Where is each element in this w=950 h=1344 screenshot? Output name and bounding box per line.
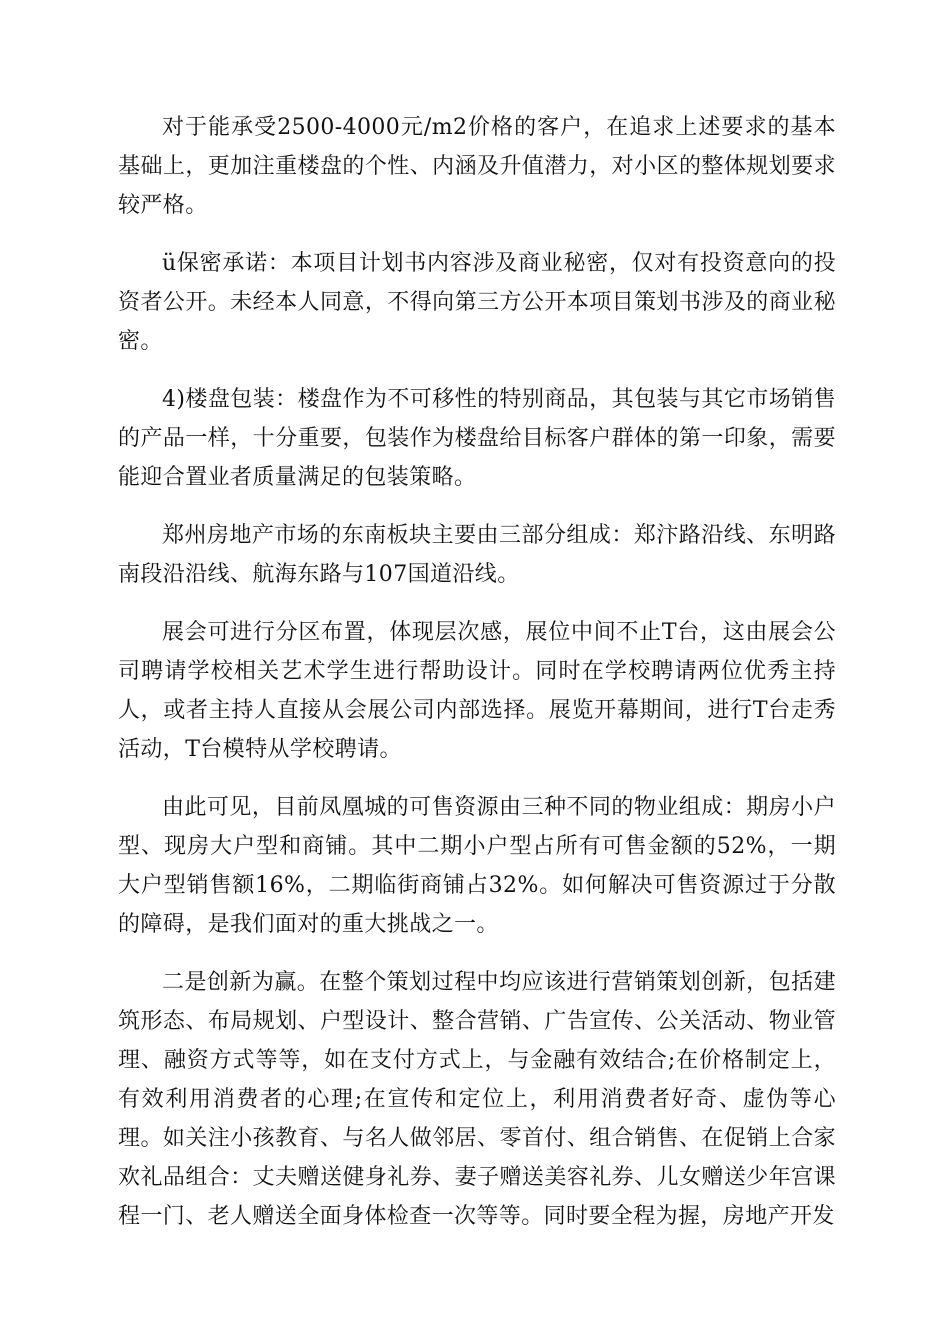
paragraph-7: 二是创新为赢。在整个策划过程中均应该进行营销策划创新，包括建筑形态、布局规划、户型设计、整合营销、广告宣传、公关活动、物业管理、融资方式等等，如在支付方式上，与金融有效结合;在价格制定上，有效利用消费者的心理;在宣传和定位上，利用消费者好奇、虚伪等心理。如关注小孩教育、与名人做邻居、零首付、组合销售、在促销上合家欢礼品组合：丈夫赠送健身礼券、妻子赠送美容礼券、儿女赠送少年宫课程一门、老人赠送全面身体检查一次等等。同时要全程为握，房地产开发: [118, 970, 836, 1229]
paragraph-6: 由此可见，目前凤凰城的可售资源由三种不同的物业组成：期房小户型、现房大户型和商铺。其中二期小户型占所有可售金额的52%，一期大户型销售额16%，二期临街商铺占32%。如何解决可售资源过于分散的障碍，是我们面对的重大挑战之一。: [118, 795, 836, 937]
paragraph-5: 展会可进行分区布置，体现层次感，展位中间不止T台，这由展会公司聘请学校相关艺术学生进行帮助设计。同时在学校聘请两位优秀主持人，或者主持人直接从会展公司内部选择。展览开幕期间，进行T台走秀活动，T台模特从学校聘请。: [118, 620, 836, 762]
paragraph-2: ü保密承诺：本项目计划书内容涉及商业秘密，仅对有投资意向的投资者公开。未经本人同意，不得向第三方公开本项目策划书涉及的商业秘密。: [118, 251, 836, 354]
paragraph-1: 对于能承受2500-4000元/m2价格的客户，在追求上述要求的基本基础上，更加注重楼盘的个性、内涵及升值潜力，对小区的整体规划要求较严格。: [118, 115, 836, 218]
document-page: [118, 108, 836, 1255]
paragraph-4: 郑州房地产市场的东南板块主要由三部分组成：郑汴路沿线、东明路南段沿沿线、航海东路与107国道沿线。: [118, 523, 836, 587]
paragraph-3: 4)楼盘包装：楼盘作为不可移性的特别商品，其包装与其它市场销售的产品一样，十分重要，包装作为楼盘给目标客户群体的第一印象，需要能迎合置业者质量满足的包装策略。: [118, 387, 836, 490]
